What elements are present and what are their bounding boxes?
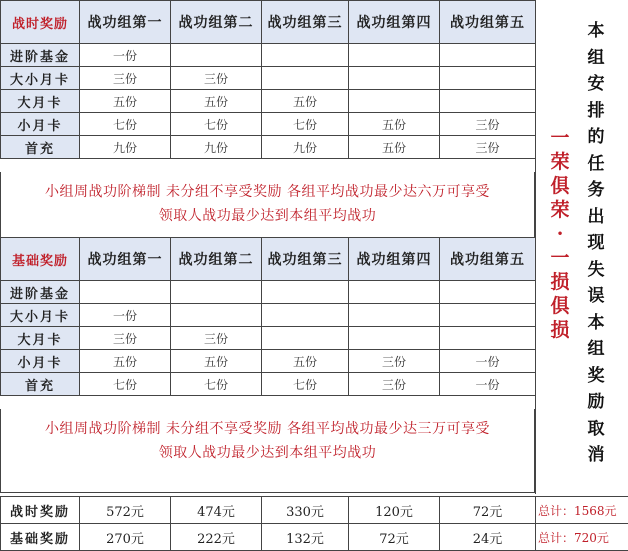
summary-label: 基础奖励 — [1, 524, 80, 551]
column-header: 战功组第五 — [440, 1, 536, 44]
table-row — [1, 44, 536, 67]
table-cell — [262, 67, 349, 90]
notice-text — [585, 18, 607, 469]
slogan-char: 一 — [549, 246, 571, 270]
table-cell: 五份 — [171, 90, 262, 113]
total-amount: 1568元 — [574, 504, 617, 518]
notice-char: 本 — [585, 310, 607, 337]
sidebar-notice — [535, 0, 628, 494]
notice-char: 本 — [585, 18, 607, 45]
table-cell: 三份 — [171, 327, 262, 350]
table-cell: 五份 — [349, 113, 440, 136]
total-label: 总计： — [538, 504, 574, 518]
table-cell: 七份 — [171, 113, 262, 136]
table-cell: 九份 — [171, 136, 262, 159]
slogan-char: · — [549, 222, 571, 246]
table-cell — [349, 281, 440, 304]
corner-label: 基础奖励 — [1, 238, 80, 281]
notice-char: 消 — [585, 442, 607, 469]
total-label: 总计： — [538, 531, 574, 545]
table-cell: 五份 — [80, 350, 171, 373]
note-line: 小组周战功阶梯制 未分组不享受奖励 各组平均战功最少达三万可享受 — [1, 417, 534, 441]
slogan-char: 损 — [549, 270, 571, 294]
notice-char: 组 — [585, 45, 607, 72]
notice-char: 现 — [585, 230, 607, 257]
table-cell — [349, 327, 440, 350]
table-cell — [80, 281, 171, 304]
summary-cell: 330元 — [262, 497, 349, 524]
table-cell — [171, 304, 262, 327]
table-cell: 五份 — [349, 136, 440, 159]
summary-cell: 24元 — [440, 524, 536, 551]
table-cell: 九份 — [80, 136, 171, 159]
table-row — [1, 304, 536, 327]
note-line: 领取人战功最少达到本组平均战功 — [1, 441, 534, 465]
base-reward-note — [0, 409, 535, 493]
row-label: 首充 — [1, 136, 80, 159]
column-header: 战功组第一 — [80, 1, 171, 44]
note-line: 领取人战功最少达到本组平均战功 — [1, 204, 534, 228]
table-row — [1, 90, 536, 113]
table-row — [1, 67, 536, 90]
slogan-char: 损 — [549, 318, 571, 342]
table-header-row — [1, 1, 536, 44]
summary-cell: 72元 — [349, 524, 440, 551]
summary-cell: 132元 — [262, 524, 349, 551]
notice-char: 误 — [585, 283, 607, 310]
notice-char: 奖 — [585, 363, 607, 390]
table-cell: 三份 — [349, 373, 440, 396]
table-row — [1, 373, 536, 396]
table-cell: 五份 — [262, 350, 349, 373]
column-header: 战功组第一 — [80, 238, 171, 281]
column-header: 战功组第三 — [262, 1, 349, 44]
table-cell: 三份 — [171, 67, 262, 90]
notice-char: 出 — [585, 204, 607, 231]
table-row — [1, 113, 536, 136]
slogan-text — [549, 126, 571, 342]
table-cell: 三份 — [440, 113, 536, 136]
table-cell: 三份 — [440, 136, 536, 159]
table-header-row — [1, 238, 536, 281]
table-cell: 三份 — [80, 327, 171, 350]
table-cell — [440, 90, 536, 113]
table-cell: 五份 — [171, 350, 262, 373]
table-cell — [349, 67, 440, 90]
table-row — [1, 136, 536, 159]
notice-char: 取 — [585, 416, 607, 443]
summary-cell: 72元 — [440, 497, 536, 524]
row-label: 首充 — [1, 373, 80, 396]
row-label: 大小月卡 — [1, 304, 80, 327]
summary-cell: 270元 — [80, 524, 171, 551]
row-label: 大月卡 — [1, 90, 80, 113]
table-cell — [262, 327, 349, 350]
column-header: 战功组第二 — [171, 238, 262, 281]
table-cell: 一份 — [80, 304, 171, 327]
slogan-char: 俱 — [549, 294, 571, 318]
summary-total — [536, 497, 628, 524]
table-cell: 七份 — [262, 113, 349, 136]
column-header: 战功组第四 — [349, 238, 440, 281]
slogan-char: 荣 — [549, 150, 571, 174]
table-row — [1, 327, 536, 350]
table-row — [1, 281, 536, 304]
summary-row — [1, 497, 628, 524]
row-label: 大小月卡 — [1, 67, 80, 90]
table-cell: 三份 — [349, 350, 440, 373]
row-label: 大月卡 — [1, 327, 80, 350]
table-row — [1, 350, 536, 373]
table-cell — [349, 90, 440, 113]
table-cell — [262, 44, 349, 67]
notice-char: 务 — [585, 177, 607, 204]
table-cell — [440, 327, 536, 350]
notice-char: 组 — [585, 336, 607, 363]
summary-cell: 222元 — [171, 524, 262, 551]
notice-char: 失 — [585, 257, 607, 284]
note-line: 小组周战功阶梯制 未分组不享受奖励 各组平均战功最少达六万可享受 — [1, 180, 534, 204]
table-cell — [349, 304, 440, 327]
row-label: 小月卡 — [1, 350, 80, 373]
column-header: 战功组第五 — [440, 238, 536, 281]
table-cell — [440, 304, 536, 327]
column-header: 战功组第三 — [262, 238, 349, 281]
table-cell — [440, 67, 536, 90]
summary-table — [0, 496, 628, 551]
total-amount: 720元 — [574, 531, 609, 545]
summary-row — [1, 524, 628, 551]
summary-cell: 572元 — [80, 497, 171, 524]
corner-label: 战时奖励 — [1, 1, 80, 44]
summary-total — [536, 524, 628, 551]
table-cell: 七份 — [80, 113, 171, 136]
table-cell — [171, 281, 262, 304]
table-cell — [440, 281, 536, 304]
table-cell: 五份 — [80, 90, 171, 113]
summary-cell: 120元 — [349, 497, 440, 524]
notice-char: 排 — [585, 98, 607, 125]
summary-label: 战时奖励 — [1, 497, 80, 524]
summary-cell: 474元 — [171, 497, 262, 524]
table-cell: 七份 — [262, 373, 349, 396]
table-cell — [171, 44, 262, 67]
table-cell — [262, 304, 349, 327]
table-cell: 九份 — [262, 136, 349, 159]
table-cell — [262, 281, 349, 304]
notice-char: 的 — [585, 124, 607, 151]
slogan-char: 俱 — [549, 174, 571, 198]
table-cell — [440, 44, 536, 67]
notice-char: 安 — [585, 71, 607, 98]
row-label: 小月卡 — [1, 113, 80, 136]
war-reward-note — [0, 172, 535, 238]
slogan-char: 荣 — [549, 198, 571, 222]
table-cell: 七份 — [80, 373, 171, 396]
table-cell: 三份 — [80, 67, 171, 90]
column-header: 战功组第二 — [171, 1, 262, 44]
war-reward-table — [0, 0, 536, 159]
row-label: 进阶基金 — [1, 281, 80, 304]
table-cell: 一份 — [80, 44, 171, 67]
row-label: 进阶基金 — [1, 44, 80, 67]
table-cell — [349, 44, 440, 67]
notice-char: 任 — [585, 151, 607, 178]
base-reward-table — [0, 237, 536, 396]
slogan-char: 一 — [549, 126, 571, 150]
column-header: 战功组第四 — [349, 1, 440, 44]
table-cell: 五份 — [262, 90, 349, 113]
table-cell: 一份 — [440, 350, 536, 373]
table-cell: 七份 — [171, 373, 262, 396]
notice-char: 励 — [585, 389, 607, 416]
table-cell: 一份 — [440, 373, 536, 396]
